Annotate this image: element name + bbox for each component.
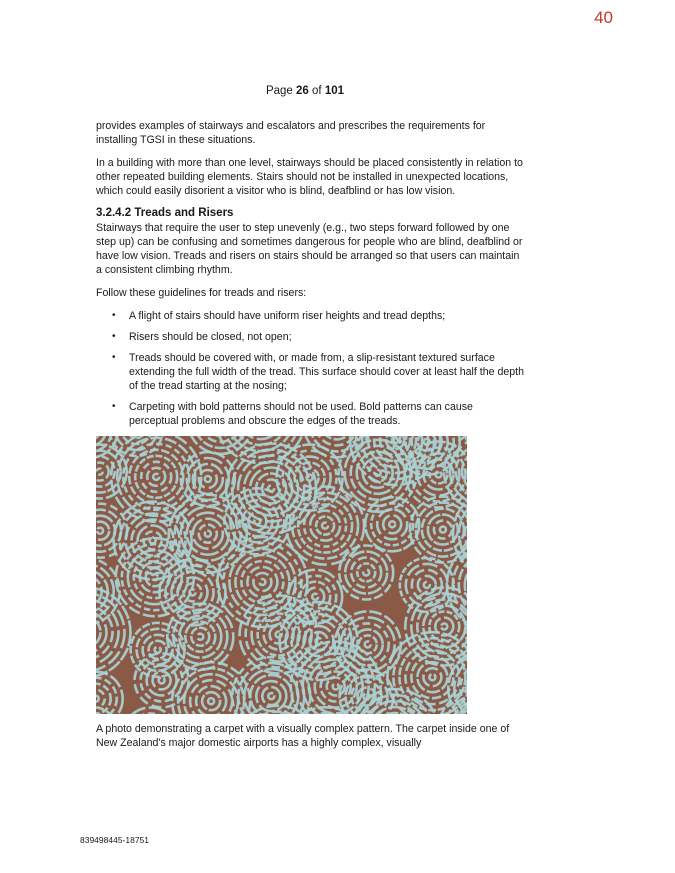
paragraph-stair-placement: In a building with more than one level, stairways should be placed consistently in relation to other repeated building elements. Stairs should not be installed in unexpected locations, which could easily disorient a visitor who is blind, deafblind or has low vision. [96,157,523,197]
list-item: • Risers should be closed, not open; [112,330,524,344]
page-counter-total: 101 [324,85,345,97]
paragraph-guidelines-lead: Follow these guidelines for treads and risers: [96,287,307,299]
guidelines-list [96,309,524,428]
carpet-photo [96,436,467,714]
document-body [96,119,524,759]
page-counter-current: 26 [296,85,309,97]
paragraph-intro: provides examples of stairways and escalators and prescribes the requirements for installing TGSI in these situations. [96,120,486,146]
list-item: • Carpeting with bold patterns should not be used. Bold patterns can cause perceptual problems and obscure the edges of the treads. [112,400,524,428]
page-counter-prefix: Page [265,85,293,97]
corner-page-number: 40 [594,8,613,27]
list-item: • Treads should be covered with, or made from, a slip-resistant textured surface extending the full width of the tread. This surface should cover at least half the depth of the tread starting at the nosing; [112,351,524,393]
list-item: • A flight of stairs should have uniform riser heights and tread depths; [112,309,524,323]
paragraph-treads-risers: Stairways that require the user to step unevenly (e.g., two steps forward followed by one step up) can be confusing and sometimes dangerous for people who are blind, deafblind or have low vision. Treads and risers on stairs should be arranged so that users can maintain a consistent climbing rhythm. [96,222,523,276]
page-counter-middle: of [312,85,322,97]
section-heading: 3.2.4.2 Treads and Risers [96,207,234,219]
document-id: 839498445-18751 [80,835,150,845]
photo-caption: A photo demonstrating a carpet with a visually complex pattern. The carpet inside one of New Zealand's major domestic airports has a highly complex, visually [96,723,510,749]
page-counter [0,85,610,97]
